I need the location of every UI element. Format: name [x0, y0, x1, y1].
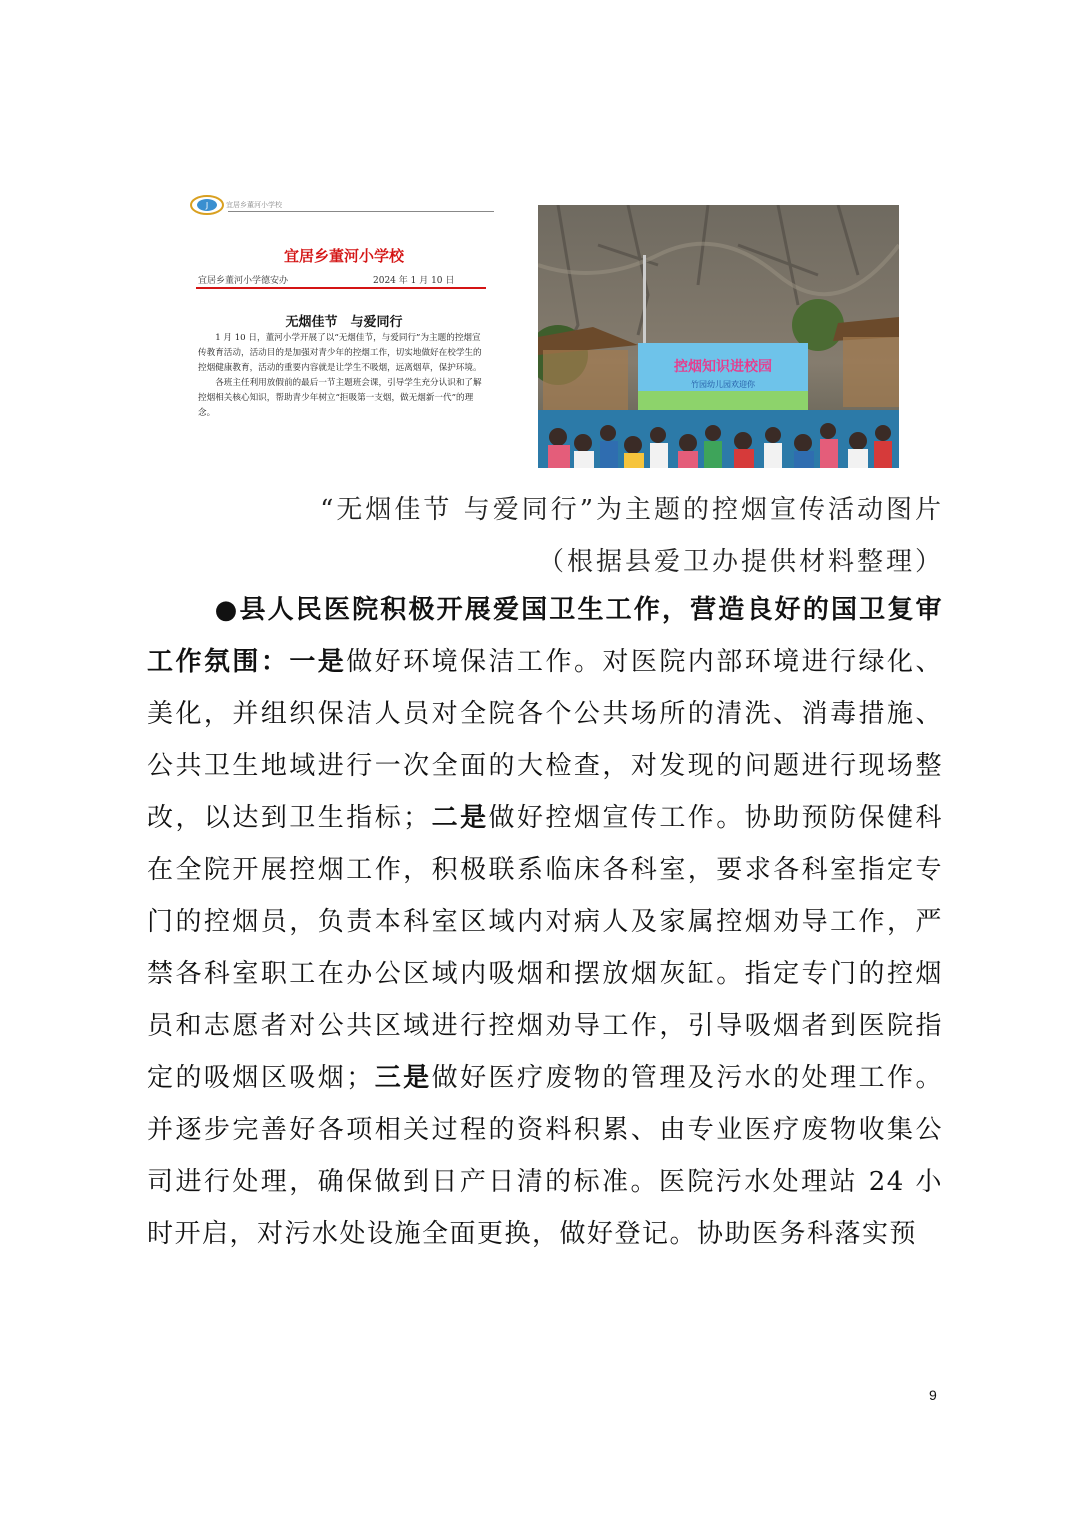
photo-caption: “无烟佳节 与爱同行”为主题的控烟宣传活动图片	[320, 495, 944, 525]
point-text: 做好控烟宣传工作。协助预防保健科在全院开展控烟工作，积极联系临床各科室，要求各科室指定专门的控烟员，负责本科室区域内对病人及家属控烟劝导工作，严禁各科室职工在办公区域内吸烟和摆放烟灰缸。指定专门的控烟员和志愿者对公共区域进行控烟劝导工作，引导吸烟者到医院指定的吸烟区吸烟；	[147, 803, 943, 1093]
source-note: （根据县爱卫办提供材料整理）	[537, 547, 944, 577]
point-text: 做好医疗废物的管理及污水的处理工作。并逐步完善好各项相关过程的资料积累、由专业医疗废物收集公司进行处理，确保做到日产日清的标准。医院污水处理站 24 小时开启，对污水处设施全面更换，做好登记。协助医务科落实预	[147, 1063, 943, 1249]
notice-school-name: 宜居乡董河小学校	[283, 247, 404, 265]
point-label: 二是	[430, 803, 489, 833]
school-notice-image	[188, 193, 500, 468]
article-heading: 县人民医院积极开展爱国卫生工作，营造良好的国卫复审工作氛围：	[147, 595, 943, 677]
banner-text: 控烟知识进校园	[674, 359, 772, 375]
bullet-icon: ●	[214, 595, 240, 625]
point-label: 一是	[289, 647, 347, 677]
notice-date: 2024 年 1 月 10 日	[373, 276, 455, 286]
notice-header: 宜居乡董河小学校	[226, 201, 282, 209]
notice-office: 宜居乡董河小学德安办	[198, 276, 289, 286]
article-body	[147, 584, 943, 1260]
svg-text:J: J	[205, 201, 209, 210]
notice-paragraph: 1 月 10 日，董河小学开展了以“无烟佳节，与爱同行”为主题的控烟宣传教育活动，活动目的是加强对青少年的控烟工作，切实地做好在校学生的控烟健康教育，活动的重要内容就是让学生不吸烟，远离烟草，保护环境。	[198, 333, 482, 373]
article-paragraph	[147, 584, 943, 1260]
notice-divider-gray	[228, 211, 494, 212]
notice-body	[198, 331, 488, 421]
point-text: 做好环境保洁工作。对医院内部环境进行绿化、美化，并组织保洁人员对全院各个公共场所的清洗、消毒措施、公共卫生地域进行一次全面的大检查，对发现的问题进行现场整改，以达到卫生指标；	[147, 647, 943, 833]
activity-photo	[538, 205, 899, 468]
notice-divider-red	[196, 287, 486, 289]
point-label: 三是	[373, 1063, 432, 1093]
school-logo-icon	[190, 195, 224, 215]
page-number: 9	[929, 1387, 937, 1403]
notice-paragraph: 各班主任利用放假前的最后一节主题班会课，引导学生充分认识和了解控烟相关核心知识，帮助青少年树立“拒吸第一支烟，做无烟新一代”的理念。	[198, 378, 482, 418]
banner-subtext: 竹园幼儿园欢迎你	[691, 380, 755, 389]
notice-title: 无烟佳节 与爱同行	[285, 315, 403, 330]
